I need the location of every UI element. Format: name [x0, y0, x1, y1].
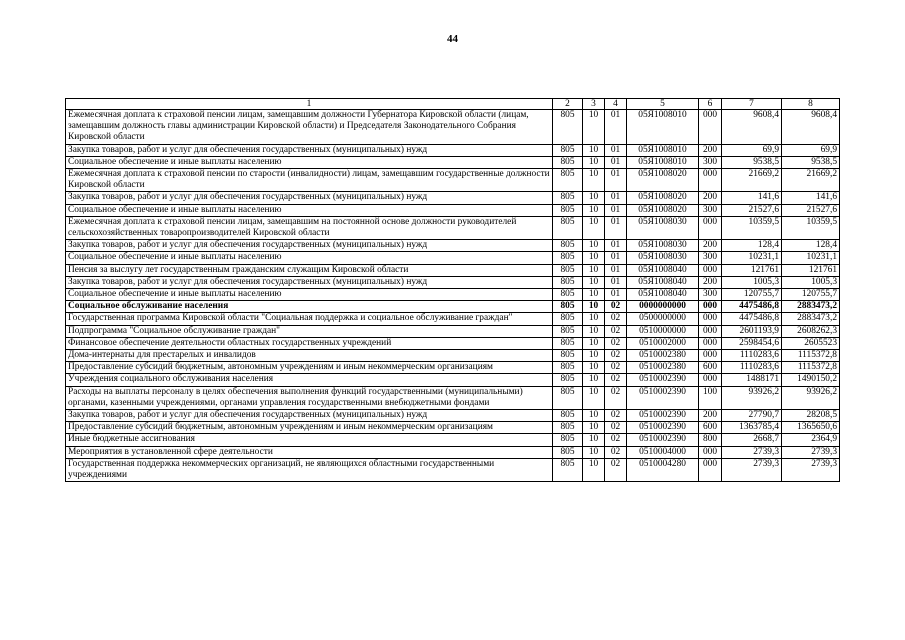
row-name: Расходы на выплаты персоналу в целях обеспечения выполнения функций государственными (муниципальными) органами, казенными учреждениями, органами управления государственными внебюджетными фондами	[66, 386, 553, 409]
cell-amount-year1: 128,4	[722, 240, 782, 252]
cell-amount-year1: 121761	[722, 264, 782, 276]
cell-subsection: 01	[605, 192, 627, 204]
row-name: Закупка товаров, работ и услуг для обеспечения государственных (муниципальных) нужд	[66, 276, 553, 288]
table-row	[66, 240, 840, 252]
cell-expense-type: 200	[699, 144, 722, 156]
cell-subsection: 01	[605, 156, 627, 168]
cell-subsection: 01	[605, 144, 627, 156]
cell-amount-year1: 4475486,8	[722, 301, 782, 313]
cell-amount-year1: 21527,6	[722, 204, 782, 216]
cell-target-article: 0510002390	[627, 410, 699, 422]
cell-ministry: 805	[553, 276, 583, 288]
cell-ministry: 805	[553, 110, 583, 145]
row-name: Иные бюджетные ассигнования	[66, 434, 553, 446]
table-row	[66, 337, 840, 349]
cell-amount-year1: 1110283,6	[722, 350, 782, 362]
table-row	[66, 204, 840, 216]
cell-subsection: 02	[605, 434, 627, 446]
column-number: 5	[627, 99, 699, 110]
cell-expense-type: 000	[699, 458, 722, 481]
cell-amount-year1: 2668,7	[722, 434, 782, 446]
table-row	[66, 434, 840, 446]
cell-section: 10	[583, 410, 605, 422]
cell-section: 10	[583, 374, 605, 386]
cell-amount-year2: 1115372,8	[782, 350, 840, 362]
cell-target-article: 05Я1008020	[627, 204, 699, 216]
cell-amount-year2: 69,9	[782, 144, 840, 156]
table-row	[66, 252, 840, 264]
table-row	[66, 313, 840, 325]
cell-subsection: 02	[605, 374, 627, 386]
cell-expense-type: 800	[699, 434, 722, 446]
cell-subsection: 02	[605, 362, 627, 374]
cell-ministry: 805	[553, 156, 583, 168]
cell-target-article: 05Я1008030	[627, 252, 699, 264]
cell-ministry: 805	[553, 204, 583, 216]
cell-amount-year2: 10359,5	[782, 216, 840, 239]
cell-section: 10	[583, 434, 605, 446]
cell-amount-year2: 128,4	[782, 240, 840, 252]
cell-target-article: 05Я1008020	[627, 169, 699, 192]
cell-section: 10	[583, 169, 605, 192]
cell-ministry: 805	[553, 422, 583, 434]
cell-expense-type: 000	[699, 110, 722, 145]
column-number: 8	[782, 99, 840, 110]
cell-subsection: 01	[605, 252, 627, 264]
cell-ministry: 805	[553, 446, 583, 458]
cell-target-article: 05Я1008010	[627, 156, 699, 168]
cell-section: 10	[583, 264, 605, 276]
cell-ministry: 805	[553, 252, 583, 264]
cell-section: 10	[583, 276, 605, 288]
row-name: Социальное обеспечение и иные выплаты населению	[66, 156, 553, 168]
cell-expense-type: 000	[699, 374, 722, 386]
cell-subsection: 01	[605, 264, 627, 276]
cell-section: 10	[583, 325, 605, 337]
cell-amount-year2: 1005,3	[782, 276, 840, 288]
cell-subsection: 02	[605, 301, 627, 313]
cell-target-article: 0510004280	[627, 458, 699, 481]
cell-amount-year1: 9608,4	[722, 110, 782, 145]
cell-expense-type: 000	[699, 325, 722, 337]
cell-ministry: 805	[553, 169, 583, 192]
cell-target-article: 0000000000	[627, 301, 699, 313]
cell-amount-year1: 4475486,8	[722, 313, 782, 325]
cell-amount-year2: 10231,1	[782, 252, 840, 264]
cell-subsection: 02	[605, 313, 627, 325]
cell-subsection: 02	[605, 422, 627, 434]
row-name: Социальное обеспечение и иные выплаты населению	[66, 252, 553, 264]
row-name: Предоставление субсидий бюджетным, автономным учреждениям и иным некоммерческим организациям	[66, 422, 553, 434]
cell-subsection: 02	[605, 350, 627, 362]
cell-amount-year1: 1488171	[722, 374, 782, 386]
cell-ministry: 805	[553, 325, 583, 337]
cell-expense-type: 000	[699, 446, 722, 458]
cell-target-article: 0510002000	[627, 337, 699, 349]
cell-amount-year1: 21669,2	[722, 169, 782, 192]
cell-expense-type: 200	[699, 410, 722, 422]
table-row	[66, 144, 840, 156]
cell-target-article: 0510002390	[627, 422, 699, 434]
cell-target-article: 0510002380	[627, 362, 699, 374]
cell-expense-type: 100	[699, 386, 722, 409]
cell-target-article: 0500000000	[627, 313, 699, 325]
row-name: Пенсия за выслугу лет государственным гражданским служащим Кировской области	[66, 264, 553, 276]
cell-section: 10	[583, 204, 605, 216]
cell-ministry: 805	[553, 386, 583, 409]
cell-ministry: 805	[553, 240, 583, 252]
cell-subsection: 01	[605, 110, 627, 145]
cell-amount-year1: 9538,5	[722, 156, 782, 168]
cell-target-article: 05Я1008030	[627, 240, 699, 252]
cell-amount-year2: 2364,9	[782, 434, 840, 446]
table-row	[66, 301, 840, 313]
cell-section: 10	[583, 350, 605, 362]
cell-target-article: 05Я1008020	[627, 192, 699, 204]
cell-target-article: 05Я1008040	[627, 264, 699, 276]
cell-section: 10	[583, 289, 605, 301]
cell-amount-year2: 93926,2	[782, 386, 840, 409]
column-number: 7	[722, 99, 782, 110]
column-number: 6	[699, 99, 722, 110]
cell-section: 10	[583, 192, 605, 204]
cell-section: 10	[583, 386, 605, 409]
table-row	[66, 110, 840, 145]
cell-amount-year1: 141,6	[722, 192, 782, 204]
row-name: Учреждения социального обслуживания населения	[66, 374, 553, 386]
table-row	[66, 410, 840, 422]
cell-section: 10	[583, 458, 605, 481]
row-name: Закупка товаров, работ и услуг для обеспечения государственных (муниципальных) нужд	[66, 192, 553, 204]
table-row	[66, 264, 840, 276]
column-number: 4	[605, 99, 627, 110]
table-row	[66, 192, 840, 204]
row-name: Ежемесячная доплата к страховой пенсии лицам, замещавшим на постоянной основе должности руководителей сельскохозяйственных товаропроизводителей Кировской области	[66, 216, 553, 239]
cell-amount-year2: 28208,5	[782, 410, 840, 422]
table-row	[66, 446, 840, 458]
cell-subsection: 01	[605, 216, 627, 239]
cell-section: 10	[583, 362, 605, 374]
cell-section: 10	[583, 144, 605, 156]
table-row	[66, 325, 840, 337]
cell-amount-year2: 141,6	[782, 192, 840, 204]
cell-amount-year2: 2883473,2	[782, 313, 840, 325]
cell-subsection: 01	[605, 289, 627, 301]
cell-expense-type: 000	[699, 169, 722, 192]
row-name: Ежемесячная доплата к страховой пенсии по старости (инвалидности) лицам, замещавшим государственные должности Кировской области	[66, 169, 553, 192]
cell-target-article: 0510002390	[627, 386, 699, 409]
table-row	[66, 374, 840, 386]
row-name: Дома-интернаты для престарелых и инвалидов	[66, 350, 553, 362]
cell-amount-year2: 21527,6	[782, 204, 840, 216]
cell-section: 10	[583, 156, 605, 168]
cell-expense-type: 000	[699, 216, 722, 239]
cell-ministry: 805	[553, 192, 583, 204]
cell-expense-type: 600	[699, 422, 722, 434]
cell-target-article: 0510004000	[627, 446, 699, 458]
cell-amount-year2: 2605523	[782, 337, 840, 349]
column-number-row	[66, 99, 840, 110]
cell-section: 10	[583, 110, 605, 145]
row-name: Социальное обеспечение и иные выплаты населению	[66, 289, 553, 301]
cell-target-article: 05Я1008040	[627, 276, 699, 288]
cell-section: 10	[583, 216, 605, 239]
cell-ministry: 805	[553, 313, 583, 325]
cell-expense-type: 000	[699, 350, 722, 362]
cell-amount-year2: 121761	[782, 264, 840, 276]
cell-amount-year1: 93926,2	[722, 386, 782, 409]
cell-expense-type: 600	[699, 362, 722, 374]
cell-ministry: 805	[553, 144, 583, 156]
cell-ministry: 805	[553, 264, 583, 276]
cell-subsection: 02	[605, 458, 627, 481]
cell-ministry: 805	[553, 289, 583, 301]
column-number: 1	[66, 99, 553, 110]
cell-expense-type: 300	[699, 289, 722, 301]
cell-subsection: 01	[605, 276, 627, 288]
cell-subsection: 01	[605, 204, 627, 216]
cell-expense-type: 300	[699, 156, 722, 168]
column-number: 3	[583, 99, 605, 110]
cell-amount-year1: 2601193,9	[722, 325, 782, 337]
cell-amount-year2: 1115372,8	[782, 362, 840, 374]
cell-expense-type: 200	[699, 276, 722, 288]
cell-target-article: 05Я1008030	[627, 216, 699, 239]
table-row	[66, 386, 840, 409]
table-row	[66, 276, 840, 288]
row-name: Социальное обеспечение и иные выплаты населению	[66, 204, 553, 216]
cell-subsection: 01	[605, 240, 627, 252]
cell-target-article: 0510000000	[627, 325, 699, 337]
table-row	[66, 458, 840, 481]
page-number: 44	[447, 33, 458, 45]
table-row	[66, 156, 840, 168]
cell-amount-year1: 2739,3	[722, 458, 782, 481]
cell-expense-type: 200	[699, 192, 722, 204]
cell-amount-year2: 9608,4	[782, 110, 840, 145]
cell-ministry: 805	[553, 410, 583, 422]
cell-amount-year1: 10231,1	[722, 252, 782, 264]
cell-amount-year2: 9538,5	[782, 156, 840, 168]
cell-subsection: 02	[605, 386, 627, 409]
row-name: Государственная программа Кировской области "Социальная поддержка и социальное обслуживание граждан"	[66, 313, 553, 325]
row-name: Закупка товаров, работ и услуг для обеспечения государственных (муниципальных) нужд	[66, 240, 553, 252]
cell-section: 10	[583, 240, 605, 252]
cell-expense-type: 200	[699, 240, 722, 252]
cell-target-article: 0510002390	[627, 434, 699, 446]
cell-amount-year2: 120755,7	[782, 289, 840, 301]
cell-expense-type: 000	[699, 337, 722, 349]
row-name: Социальное обслуживание населения	[66, 301, 553, 313]
cell-amount-year2: 2739,3	[782, 458, 840, 481]
cell-section: 10	[583, 301, 605, 313]
cell-amount-year1: 1110283,6	[722, 362, 782, 374]
cell-expense-type: 000	[699, 313, 722, 325]
cell-ministry: 805	[553, 216, 583, 239]
table-row	[66, 362, 840, 374]
cell-expense-type: 300	[699, 204, 722, 216]
table-row	[66, 289, 840, 301]
cell-target-article: 05Я1008010	[627, 110, 699, 145]
cell-amount-year1: 10359,5	[722, 216, 782, 239]
cell-ministry: 805	[553, 434, 583, 446]
cell-amount-year1: 2739,3	[722, 446, 782, 458]
cell-amount-year2: 21669,2	[782, 169, 840, 192]
row-name: Мероприятия в установленной сфере деятельности	[66, 446, 553, 458]
cell-section: 10	[583, 446, 605, 458]
table-row	[66, 169, 840, 192]
row-name: Финансовое обеспечение деятельности областных государственных учреждений	[66, 337, 553, 349]
cell-amount-year1: 120755,7	[722, 289, 782, 301]
cell-amount-year1: 2598454,6	[722, 337, 782, 349]
cell-section: 10	[583, 422, 605, 434]
cell-amount-year2: 1365650,6	[782, 422, 840, 434]
row-name: Предоставление субсидий бюджетным, автономным учреждениям и иным некоммерческим организациям	[66, 362, 553, 374]
row-name: Государственная поддержка некоммерческих организаций, не являющихся областными государственными учреждениями	[66, 458, 553, 481]
cell-amount-year2: 2739,3	[782, 446, 840, 458]
cell-ministry: 805	[553, 337, 583, 349]
cell-amount-year2: 2608262,3	[782, 325, 840, 337]
cell-ministry: 805	[553, 301, 583, 313]
cell-subsection: 02	[605, 446, 627, 458]
cell-section: 10	[583, 337, 605, 349]
cell-ministry: 805	[553, 374, 583, 386]
table-row	[66, 350, 840, 362]
row-name: Подпрограмма "Социальное обслуживание граждан"	[66, 325, 553, 337]
cell-expense-type: 300	[699, 252, 722, 264]
budget-table	[65, 98, 840, 482]
cell-subsection: 02	[605, 410, 627, 422]
table-row	[66, 422, 840, 434]
cell-subsection: 02	[605, 337, 627, 349]
cell-amount-year1: 27790,7	[722, 410, 782, 422]
cell-expense-type: 000	[699, 264, 722, 276]
cell-amount-year1: 1363785,4	[722, 422, 782, 434]
cell-subsection: 02	[605, 325, 627, 337]
row-name: Закупка товаров, работ и услуг для обеспечения государственных (муниципальных) нужд	[66, 144, 553, 156]
cell-amount-year1: 69,9	[722, 144, 782, 156]
row-name: Закупка товаров, работ и услуг для обеспечения государственных (муниципальных) нужд	[66, 410, 553, 422]
cell-section: 10	[583, 252, 605, 264]
row-name: Ежемесячная доплата к страховой пенсии лицам, замещавшим должности Губернатора Кировской области (лицам, замещавшим должность главы администрации Кировской области) и Председателя Законодательного Собрания Кировской области	[66, 110, 553, 145]
column-number: 2	[553, 99, 583, 110]
cell-amount-year2: 1490150,2	[782, 374, 840, 386]
cell-ministry: 805	[553, 350, 583, 362]
cell-ministry: 805	[553, 458, 583, 481]
cell-subsection: 01	[605, 169, 627, 192]
cell-amount-year2: 2883473,2	[782, 301, 840, 313]
cell-amount-year1: 1005,3	[722, 276, 782, 288]
cell-target-article: 05Я1008040	[627, 289, 699, 301]
cell-target-article: 0510002380	[627, 350, 699, 362]
cell-section: 10	[583, 313, 605, 325]
cell-target-article: 05Я1008010	[627, 144, 699, 156]
cell-ministry: 805	[553, 362, 583, 374]
cell-expense-type: 000	[699, 301, 722, 313]
cell-target-article: 0510002390	[627, 374, 699, 386]
table-row	[66, 216, 840, 239]
